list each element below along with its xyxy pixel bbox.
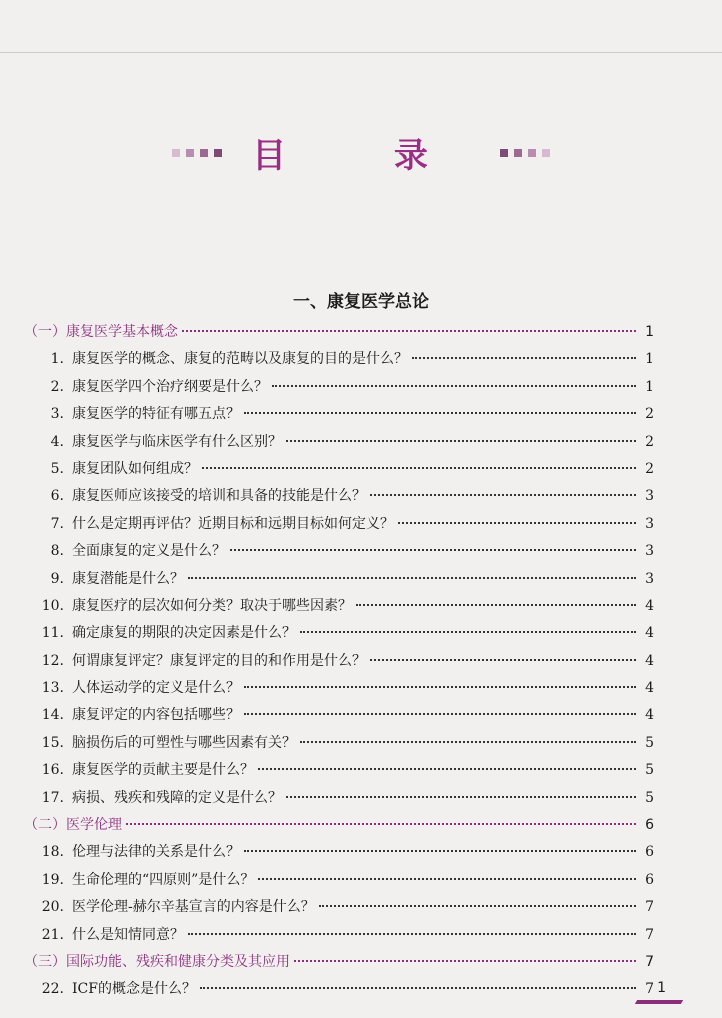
toc-entry-number: 16. — [41, 762, 64, 779]
toc-entry-page: 6 — [645, 871, 654, 888]
dot-leader — [258, 768, 636, 770]
toc-entry-label: 康复医疗的层次如何分类？取决于哪些因素？ — [72, 597, 352, 614]
section-heading: 一、康复医学总论 — [293, 292, 429, 312]
dot-leader — [244, 713, 636, 715]
toc-entry[interactable] — [24, 841, 654, 868]
toc-entry-page: 6 — [645, 844, 654, 861]
toc-entry-number: 18. — [41, 844, 64, 861]
toc-entry[interactable] — [24, 485, 654, 512]
toc-entry-page: 5 — [645, 762, 654, 779]
toc-entry-number: 10. — [41, 597, 64, 614]
toc-entry[interactable] — [24, 732, 654, 759]
toc-entry-page: 2 — [645, 460, 654, 477]
toc-entry-page: 2 — [645, 406, 654, 423]
toc-entry-page: 3 — [645, 488, 654, 505]
toc-entry-number: 11. — [41, 625, 64, 642]
toc-entry-label: 什么是定期再评估？近期目标和远期目标如何定义？ — [72, 515, 394, 532]
toc-entry-page: 2 — [645, 433, 654, 450]
decor-square-icon — [172, 149, 180, 157]
dot-leader — [286, 440, 636, 442]
dot-leader — [286, 796, 636, 798]
toc-category[interactable] — [24, 321, 654, 348]
toc-entry-label: 医学伦理 — [66, 817, 122, 834]
toc-entry-page: 6 — [645, 817, 654, 834]
toc-entry-number: 12. — [41, 652, 64, 669]
toc-entry-label: 康复医学与临床医学有什么区别？ — [72, 433, 282, 450]
dot-leader — [412, 357, 636, 359]
toc-entry-number: 19. — [41, 871, 64, 888]
toc-entry-label: 伦理与法律的关系是什么？ — [72, 844, 240, 861]
toc-entry-number: 2. — [50, 378, 64, 395]
toc-entry-page: 4 — [645, 652, 654, 669]
toc-entry-page: 4 — [645, 625, 654, 642]
dot-leader — [230, 549, 636, 551]
toc-entry-label: 康复团队如何组成？ — [72, 460, 198, 477]
toc-entry[interactable] — [24, 924, 654, 951]
toc-entry[interactable] — [24, 704, 654, 731]
dot-leader — [182, 330, 636, 332]
toc-entry-page: 4 — [645, 707, 654, 724]
toc-entry-page: 5 — [645, 734, 654, 751]
toc-entry-number: （三） — [24, 953, 66, 970]
toc-entry[interactable] — [24, 869, 654, 896]
toc-entry[interactable] — [24, 540, 654, 567]
dot-leader — [188, 933, 636, 935]
decor-square-icon — [528, 149, 536, 157]
toc-category[interactable] — [24, 951, 654, 978]
toc-entry[interactable] — [24, 787, 654, 814]
toc-entry-label: 康复潜能是什么？ — [72, 570, 184, 587]
toc-entry-label: 国际功能、残疾和健康分类及其应用 — [66, 953, 290, 970]
dot-leader — [200, 987, 636, 989]
toc-entry-number: 4. — [50, 433, 64, 450]
dot-leader — [244, 686, 636, 688]
header-rule — [0, 52, 722, 53]
dot-leader — [126, 823, 636, 825]
dot-leader — [202, 467, 636, 469]
toc-entry-number: 1. — [50, 351, 64, 368]
toc-entry-page: 3 — [645, 543, 654, 560]
toc-entry-label: 病损、残疾和残障的定义是什么？ — [72, 789, 282, 806]
toc-entry[interactable] — [24, 348, 654, 375]
toc-entry[interactable] — [24, 978, 654, 1005]
right-decor-squares — [500, 149, 550, 157]
toc-entry-page: 1 — [645, 351, 654, 368]
toc-entry-label: 确定康复的期限的决定因素是什么？ — [72, 625, 296, 642]
toc-entry-number: 6. — [50, 488, 64, 505]
toc-entry-page: 4 — [645, 680, 654, 697]
toc-entry-number: 13. — [41, 680, 64, 697]
toc-entry[interactable] — [24, 568, 654, 595]
toc-entry-label: 生命伦理的“四原则”是什么？ — [72, 871, 255, 888]
toc-entry-label: 康复医学四个治疗纲要是什么？ — [72, 378, 268, 395]
toc-entry-label: 康复医师应该接受的培训和具备的技能是什么？ — [72, 488, 366, 505]
decor-square-icon — [514, 149, 522, 157]
toc-entry-number: 5. — [50, 460, 64, 477]
dot-leader — [300, 631, 636, 633]
dot-leader — [300, 741, 636, 743]
dot-leader — [258, 878, 636, 880]
toc-entry-page: 5 — [645, 789, 654, 806]
toc-entry[interactable] — [24, 759, 654, 786]
toc-entry-page: 1 — [645, 378, 654, 395]
toc-entry-page: 4 — [645, 597, 654, 614]
toc-entry-number: 3. — [50, 406, 64, 423]
dot-leader — [294, 960, 636, 962]
toc-entry-number: 21. — [41, 926, 64, 943]
toc-entry-label: 人体运动学的定义是什么？ — [72, 680, 240, 697]
toc-category[interactable] — [24, 814, 654, 841]
toc-entry[interactable] — [24, 896, 654, 923]
toc-entry-page: 1 — [645, 324, 654, 340]
toc-entry[interactable] — [24, 595, 654, 622]
dot-leader — [244, 850, 636, 852]
toc-entry[interactable] — [24, 403, 654, 430]
toc-entry-label: ICF的概念是什么？ — [72, 981, 196, 998]
toc-entry-number: （一） — [24, 324, 66, 340]
decor-square-icon — [186, 149, 194, 157]
toc-entry[interactable] — [24, 431, 654, 458]
toc-entry-number: （二） — [24, 817, 66, 834]
dot-leader — [272, 385, 636, 387]
toc-entry-number: 22. — [41, 981, 64, 998]
toc-entry-label: 康复医学的贡献主要是什么？ — [72, 762, 254, 779]
dot-leader — [356, 604, 636, 606]
toc-entry-page: 7 — [645, 899, 654, 916]
toc-entry-page: 7 — [645, 926, 654, 943]
toc-entry-label: 脑损伤后的可塑性与哪些因素有关？ — [72, 734, 296, 751]
toc-entry-label: 什么是知情同意？ — [72, 926, 184, 943]
toc-entry-number: 15. — [41, 734, 64, 751]
toc-entry[interactable] — [24, 458, 654, 485]
page-number-accent — [635, 1000, 683, 1004]
toc-entry-page: 7 — [645, 953, 654, 970]
toc-entry-label: 全面康复的定义是什么？ — [72, 543, 226, 560]
toc-entry-page: 3 — [645, 570, 654, 587]
toc-entry-label: 医学伦理-赫尔辛基宣言的内容是什么？ — [72, 899, 315, 916]
toc-title-block — [0, 128, 722, 177]
toc-entry-label: 康复医学的特征有哪五点？ — [72, 406, 240, 423]
toc-entry-number: 14. — [41, 707, 64, 724]
decor-square-icon — [542, 149, 550, 157]
dot-leader — [188, 577, 636, 579]
toc-entry-page: 3 — [645, 515, 654, 532]
decor-square-icon — [500, 149, 508, 157]
toc-entry-number: 8. — [50, 543, 64, 560]
decor-square-icon — [214, 149, 222, 157]
dot-leader — [319, 905, 636, 907]
toc-entry[interactable] — [24, 376, 654, 403]
toc-entry-label: 康复医学基本概念 — [66, 324, 178, 340]
table-of-contents — [24, 321, 654, 1006]
toc-entry-label: 康复评定的内容包括哪些？ — [72, 707, 240, 724]
dot-leader — [244, 412, 636, 414]
page-number: 1 — [657, 980, 666, 996]
toc-entry[interactable] — [24, 677, 654, 704]
toc-entry-page: 7 — [645, 981, 654, 998]
toc-entry-label: 何谓康复评定？康复评定的目的和作用是什么？ — [72, 652, 366, 669]
page-title: 目 录 — [252, 136, 476, 176]
toc-entry-label: 康复医学的概念、康复的范畴以及康复的目的是什么？ — [72, 351, 408, 368]
toc-entry-number: 20. — [41, 899, 64, 916]
decor-square-icon — [200, 149, 208, 157]
toc-entry[interactable] — [24, 622, 654, 649]
dot-leader — [370, 494, 636, 496]
toc-entry-number: 17. — [41, 789, 64, 806]
toc-entry[interactable] — [24, 513, 654, 540]
toc-entry-number: 9. — [50, 570, 64, 587]
dot-leader — [370, 659, 636, 661]
toc-entry[interactable] — [24, 650, 654, 677]
toc-entry-number: 7. — [50, 515, 64, 532]
left-decor-squares — [172, 149, 222, 157]
dot-leader — [398, 522, 636, 524]
